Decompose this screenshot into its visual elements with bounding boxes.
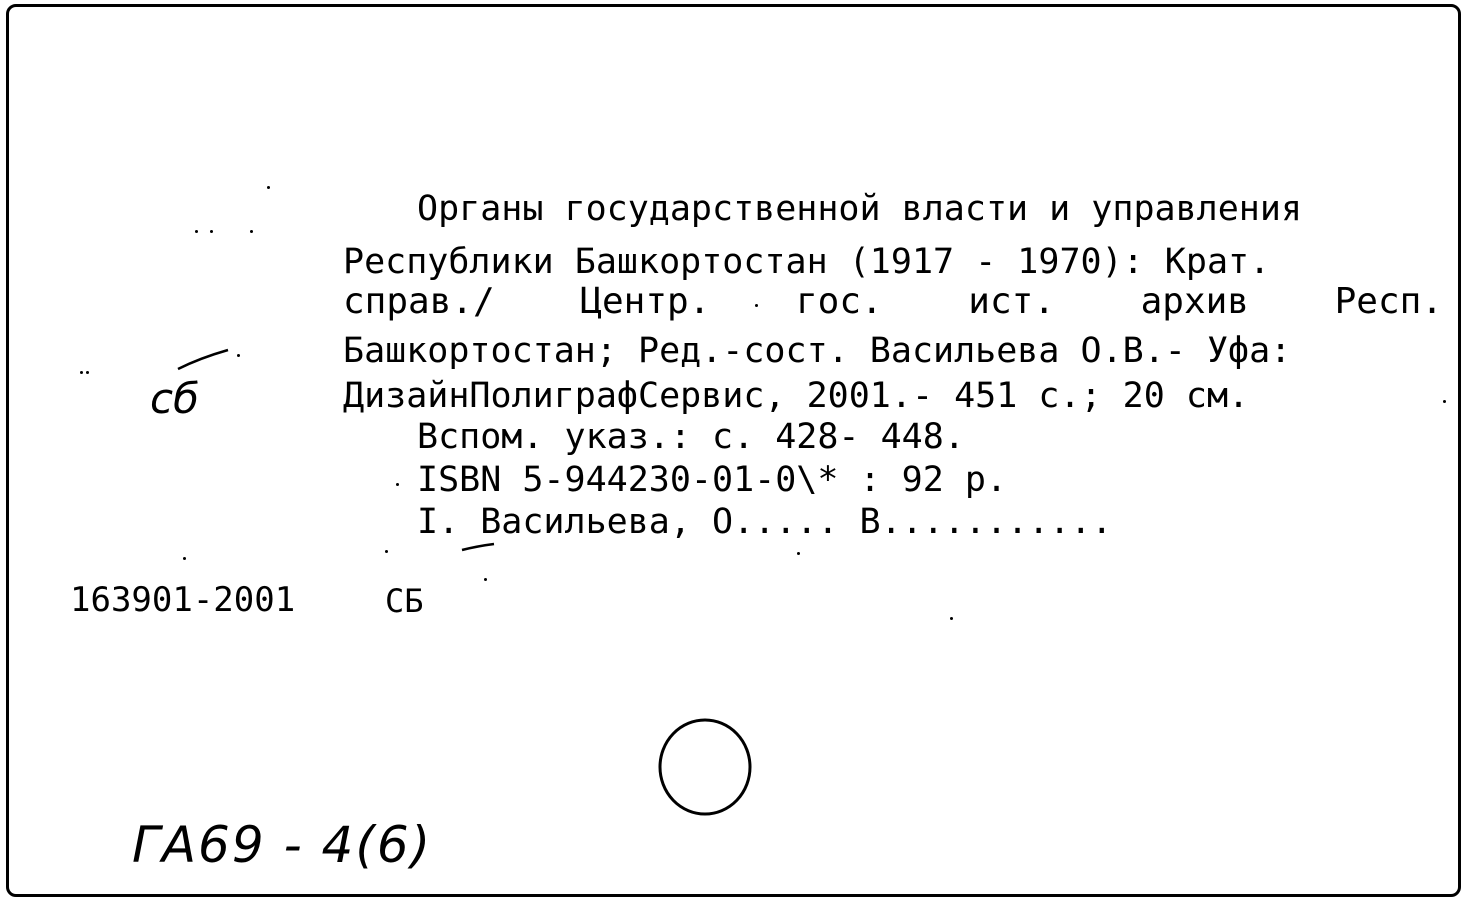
isbn-line: ISBN 5-944230-01-0\* : 92 р. — [417, 460, 1008, 500]
scan-speck — [86, 371, 89, 374]
justified-word: ист. — [968, 281, 1055, 322]
author-entry: I. Васильева, О..... В........... — [417, 502, 1113, 542]
index-note: Вспом. указ.: с. 428- 448. — [417, 417, 965, 457]
justified-word: архив — [1140, 281, 1249, 322]
scan-speck — [797, 552, 800, 555]
scan-speck — [210, 230, 213, 233]
scan-speck — [1443, 400, 1446, 403]
scan-speck — [237, 354, 240, 357]
body-line-2: ДизайнПолиграфСервис, 2001.- 451 с.; 20 см. — [343, 376, 1250, 416]
punch-hole-circle — [660, 720, 750, 814]
scan-speck — [385, 550, 388, 553]
justified-word: Респ. — [1334, 281, 1443, 322]
scan-speck — [396, 483, 399, 486]
handwritten-mark: сб — [150, 374, 199, 423]
scan-speck — [80, 371, 83, 374]
catalog-number: 163901-2001 — [70, 580, 296, 620]
scan-speck — [484, 578, 487, 581]
body-line-1: Башкортостан; Ред.-сост. Васильева О.В.- Уфа: — [343, 331, 1292, 371]
pen-stroke — [178, 350, 228, 369]
scan-speck — [755, 304, 758, 307]
handwritten-shelf-mark: ГА69 - 4(6) — [132, 816, 433, 874]
justified-word: гос. — [795, 281, 883, 322]
scan-speck — [950, 617, 953, 620]
catalog-mark: СБ — [385, 582, 424, 620]
scan-speck — [250, 230, 253, 233]
justified-word: Центр. — [580, 281, 711, 322]
pen-stroke — [462, 544, 494, 550]
scan-speck — [267, 186, 270, 189]
title-line-1: Органы государственной власти и управления — [417, 189, 1303, 229]
title-line-2: Республики Башкортостан (1917 - 1970): Крат. — [343, 242, 1271, 282]
scan-speck — [195, 230, 198, 233]
justified-word: справ./ — [343, 281, 495, 322]
scan-speck — [183, 557, 186, 560]
